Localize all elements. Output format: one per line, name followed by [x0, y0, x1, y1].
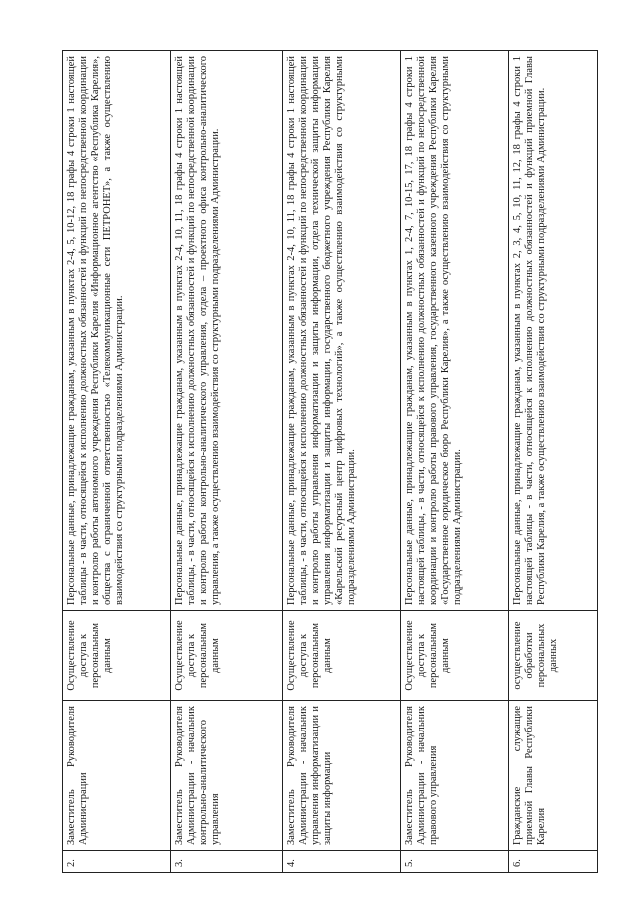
row-number: 6. — [509, 851, 598, 873]
row-number: 3. — [170, 851, 283, 873]
row-number: 5. — [400, 851, 509, 873]
description-cell: Персональные данные, принадлежащие гражданам, указанным в пунктах 2-4, 5, 10-12, 18 графы 4 строки 1 настоящей таблицы - в части, относящейся к исполнению должностных обязанностей и функций по непосредственной координации и контролю работы автономного учреждения Республики Карелия «Информационное агентство «Республика Карелия», общества с ограниченной ответственностью «Телекоммуникационные сети ПЕТРОНЕТ», а также осуществлению взаимодействия со структурными подразделениями Администрации. — [63, 51, 171, 611]
row-number: 2. — [63, 851, 171, 873]
action-cell: Осуществление доступа к персональным данным — [170, 611, 283, 701]
table-row — [400, 51, 509, 873]
description-cell: Персональные данные, принадлежащие гражданам, указанным в пунктах 1, 2-4, 7, 10-15, 17, 18 графы 4 строки 1 настоящей таблицы, - в части, относящейся к исполнению должностных обязанностей и функций по непосредственной координации и контролю работы правового управления, государственного казенного учреждения Республики Карелия «Государственное юридическое бюро Республики Карелия», а также осуществлению взаимодействия со структурными подразделениями Администрации. — [400, 51, 509, 611]
table-row — [63, 51, 171, 873]
position-cell: Заместитель Руководителя Администрации - начальник контрольно-аналитического управления — [170, 701, 283, 851]
description-cell: Персональные данные, принадлежащие гражданам, указанным в пунктах 2-4, 10, 11, 18 графы 4 строки 1 настоящей таблицы, - в части, относящейся к исполнению должностных обязанностей и функций по непосредственной координации и контролю работы контрольно-аналитического управления, отдела – проектного офиса контрольно-аналитического управления, а также осуществлению взаимодействия со структурными подразделениями Администрации. — [170, 51, 283, 611]
action-cell: осуществление обработки персональных данных — [509, 611, 598, 701]
position-cell: Гражданские служащие приемной Главы Республики Карелия — [509, 701, 598, 851]
action-cell: Осуществление доступа к персональным данным — [63, 611, 171, 701]
position-cell: Заместитель Руководителя Администрации - начальник правового управления — [400, 701, 509, 851]
action-cell: Осуществление доступа к персональным данным — [283, 611, 400, 701]
rotated-table-container — [62, 51, 598, 873]
position-cell: Заместитель Руководителя Администрации — [63, 701, 171, 851]
description-cell: Персональные данные, принадлежащие гражданам, указанным в пунктах 2, 3, 4, 5, 10, 11, 12, 18 графы 4 строки 1 настоящей таблицы - в части, относящейся к исполнению должностных обязанностей и функций приемной Главы Республики Карелия, а также осуществлению взаимодействия со структурными подразделениями Администрации. — [509, 51, 598, 611]
personal-data-access-table — [62, 50, 598, 873]
row-number: 4. — [283, 851, 400, 873]
action-cell: Осуществление доступа к персональным данным — [400, 611, 509, 701]
table-row — [170, 51, 283, 873]
description-cell: Персональные данные, принадлежащие гражданам, указанным в пунктах 2-4, 10, 11, 18 графы 4 строки 1 настоящей таблицы, - в части, относящейся к исполнению должностных обязанностей и функций по непосредственной координации и контролю работы управления информатизации и защиты информации, отдела технической защиты информации управления информатизации и защиты информации, государственного бюджетного учреждения Республики Карелия «Карельский ресурсный центр цифровых технологий», а также осуществлению взаимодействия со структурными подразделениями Администрации. — [283, 51, 400, 611]
table-row — [283, 51, 400, 873]
table-row — [509, 51, 598, 873]
position-cell: Заместитель Руководителя Администрации - начальник управления информатизации и защиты информации — [283, 701, 400, 851]
